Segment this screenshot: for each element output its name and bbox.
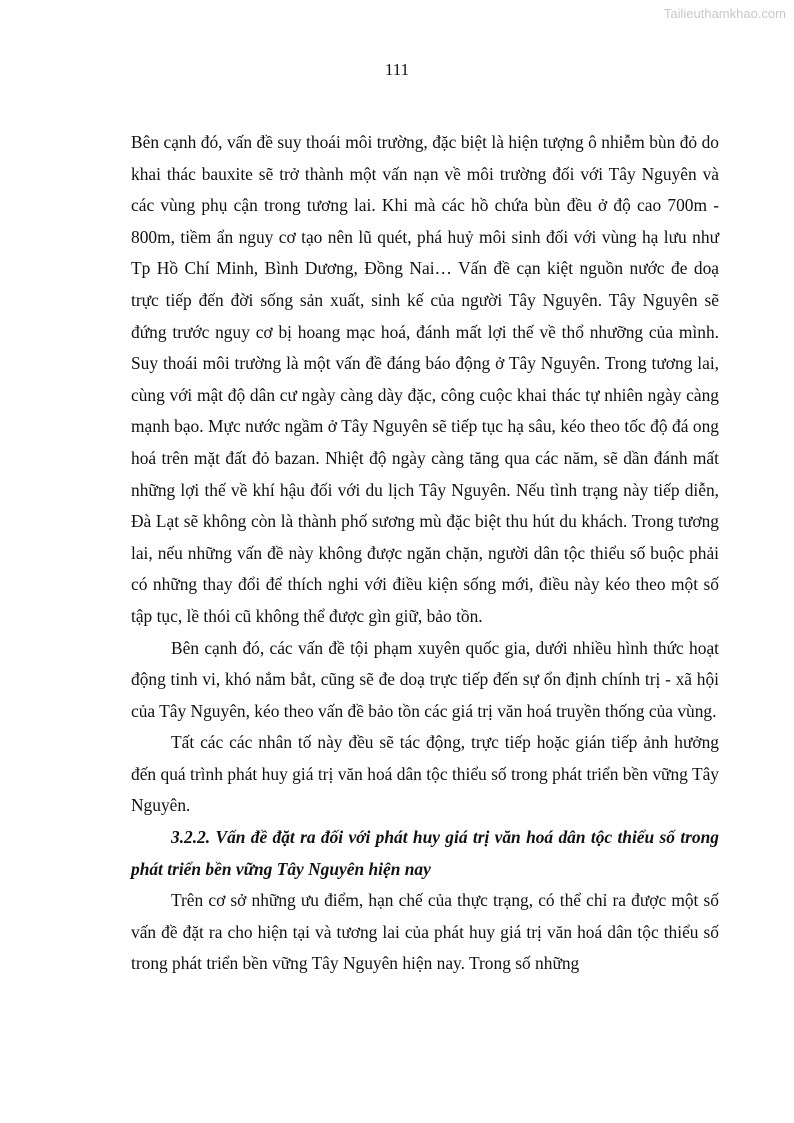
document-body (131, 127, 719, 980)
page-number: 111 (384, 60, 410, 79)
section-heading: 3.2.2. Vấn đề đặt ra đối với phát huy giá trị văn hoá dân tộc thiểu số trong phát triển bền vững Tây Nguyên hiện nay (131, 827, 719, 879)
paragraph-factors: Tất các các nhân tố này đều sẽ tác động, trực tiếp hoặc gián tiếp ảnh hưởng đến quá trình phát huy giá trị văn hoá dân tộc thiểu số trong phát triển bền vững Tây Nguyên. (131, 732, 719, 816)
paragraph-crime: Bên cạnh đó, các vấn đề tội phạm xuyên quốc gia, dưới nhiều hình thức hoạt động tinh vi, khó nắm bắt, cũng sẽ đe doạ trực tiếp đến sự ổn định chính trị - xã hội của Tây Nguyên, kéo theo vấn đề bảo tồn các giá trị văn hoá truyền thống của vùng. (131, 637, 719, 721)
paragraph-issues: Trên cơ sở những ưu điểm, hạn chế của thực trạng, có thể chỉ ra được một số vấn đề đặt ra cho hiện tại và tương lai của phát huy giá trị văn hoá dân tộc thiểu số trong phát triển bền vững Tây Nguyên hiện nay. Trong số những (131, 890, 719, 974)
watermark: Tailieuthamkhao.com (663, 6, 786, 21)
paragraph-environment: Bên cạnh đó, vấn đề suy thoái môi trường, đặc biệt là hiện tượng ô nhiễm bùn đỏ do khai thác bauxite sẽ trở thành một vấn nạn về môi trường đối với Tây Nguyên và các vùng phụ cận trong tương lai. Khi mà các hồ chứa bùn đều ở độ cao 700m - 800m, tiềm ẩn nguy cơ tạo nên lũ quét, phá huỷ môi sinh đối với vùng hạ lưu như Tp Hồ Chí Minh, Bình Dương, Đồng Nai… Vấn đề cạn kiệt nguồn nước đe doạ trực tiếp đến đời sống sản xuất, sinh kế của người Tây Nguyên. Tây Nguyên sẽ đứng trước nguy cơ bị hoang mạc hoá, đánh mất lợi thế về thổ nhưỡng của mình. Suy thoái môi trường là một vấn đề đáng báo động ở Tây Nguyên. Trong tương lai, cùng với mật độ dân cư ngày càng dày đặc, công cuộc khai thác tự nhiên ngày càng mạnh bạo. Mực nước ngầm ở Tây Nguyên sẽ tiếp tục hạ sâu, kéo theo tốc độ đá ong hoá trên mặt đất đỏ bazan. Nhiệt độ ngày càng tăng qua các năm, sẽ dần đánh mất những lợi thế về khí hậu đối với du lịch Tây Nguyên. Nếu tình trạng này tiếp diễn, Đà Lạt sẽ không còn là thành phố sương mù đặc biệt thu hút du khách. Trong tương lai, nếu những vấn đề này không được ngăn chặn, người dân tộc thiểu số buộc phải có những thay đổi để thích nghi với điều kiện sống mới, điều này kéo theo một số tập tục, lề thói cũ không thể được gìn giữ, bảo tồn. (131, 132, 719, 626)
